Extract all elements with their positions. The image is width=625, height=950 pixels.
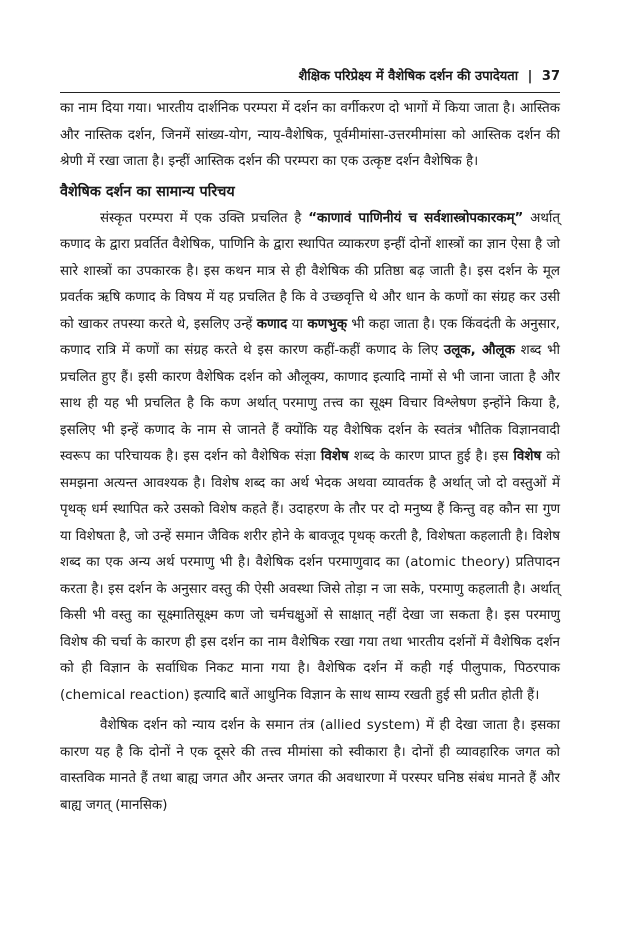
term-kanad: कणाद — [256, 316, 288, 332]
paragraph-3: वैशेषिक दर्शन को न्याय दर्शन के समान तंत्र (allied system) में ही देखा जाता है। इसका कारण यह है कि दोनों ने एक दूसरे की तत्त्व मीमांसा को स्वीकारा है। दोनों ही व्यावहारिक जगत को वास्तविक मानते हैं तथा बाह्य जगत और अन्तर जगत की अवधारणा में परस्पर घनिष्ठ संबंध मानते हैं और बाह्य जगत् (मानसिक) — [60, 718, 560, 813]
term-kanabhuk: कणभुक् — [307, 316, 347, 332]
paragraph-2-text-3: या — [287, 316, 308, 332]
paragraph-2-text-2: अर्थात् कणाद के द्वारा प्रवर्तित वैशेषिक, पाणिनि के द्वारा स्थापित व्याकरण इन्हीं दोनों शास्त्रों का ज्ञान ऐसा है जो सारे शास्त्रों का उपकारक है। इस कथन मात्र से ही वैशेषिक की प्रतिष्ठा बढ़ जाती है। इस दर्शन के मूल प्रवर्तक ऋषि कणाद के विषय में यह प्रचलित है कि वे उच्छवृत्ति थे और धान के कणों का संग्रह कर उसी को खाकर तपस्या करते थे, इसलिए उन्हें — [60, 210, 561, 332]
paragraph-2-text-5: शब्द भी प्रचलित हुए हैं। इसी कारण वैशेषिक दर्शन को औलूक्य, काणाद इत्यादि नामों से भी जाना जाता है और साथ ही यह भी प्रचलित है कि कण अर्थात् परमाणु तत्त्व का सूक्ष्म विचार विश्लेषण इन्होंने किया है, इसलिए भी इन्हें कणाद के नाम से जानते हैं क्योंकि यह वैशेषिक दर्शन के स्वतंत्र भौतिक विज्ञानवादी स्वरूप का परिचायक है। इस दर्शन को वैशेषिक संज्ञा — [60, 343, 561, 464]
section-heading: वैशेषिक दर्शन का सामान्य परिचय — [60, 183, 235, 200]
paragraph-2-text-7: को समझना अत्यन्त आवश्यक है। विशेष शब्द का अर्थ भेदक अथवा व्यावर्तक है अर्थात् जो दो वस्तुओं में पृथक् धर्म स्थापित करे उसको विशेष कहते हैं। उदाहरण के तौर पर दो मनुष्य हैं किन्तु वह कौन सा गुण या विशेषता है, जो उन्हें समान जैविक शरीर होने के बावजूद पृथक् करती है, विशेषता कहलाती है। विशेष शब्द का एक अन्य अर्थ परमाणु भी है। वैशेषिक दर्शन परमाणुवाद का (atomic theory) प्रतिपादन करता है। इस दर्शन के अनुसार वस्तु की ऐसी अवस्था जिसे तोड़ा न जा सके, परमाणु कहलाती है। अर्थात् किसी भी वस्तु का सूक्ष्मातिसूक्ष्म कण जो चर्मचक्षुओं से साक्षात् नहीं देखा जा सकता है। इस परमाणु विशेष की चर्चा के कारण ही इस दर्शन का नाम वैशेषिक रखा गया तथा भारतीय दर्शनों में वैशेषिक दर्शन को ही विज्ञान के सर्वाधिक निकट माना गया है। वैशेषिक दर्शन में कही गई पीलुपाक, पिठरपाक (chemical reaction) इत्यादि बातें आधुनिक विज्ञान के साथ साम्य रखती हुई सी प्रतीत होती हैं। — [60, 449, 561, 703]
sanskrit-quote: “काणावं पाणिनीयं च सर्वशास्त्रोपकारकम्” — [308, 210, 524, 226]
running-header — [60, 66, 560, 86]
page-body — [60, 96, 560, 819]
term-vishesh-2: विशेष — [513, 449, 542, 464]
term-vishesh-1: विशेष — [320, 449, 349, 464]
paragraph-2 — [60, 206, 560, 710]
header-separator: | — [527, 69, 533, 84]
header-rule — [60, 92, 560, 93]
term-uluk: उलूक, औलूक — [443, 343, 515, 358]
running-header-title: शैक्षिक परिप्रेक्ष्य में वैशेषिक दर्शन की उपादेयता — [298, 69, 519, 84]
paragraph-2-text-1: संस्कृत परम्परा में एक उक्ति प्रचलित है — [100, 210, 309, 226]
paragraph-1: का नाम दिया गया। भारतीय दार्शनिक परम्परा में दर्शन का वर्गीकरण दो भागों में किया जाता है। आस्तिक और नास्तिक दर्शन, जिनमें सांख्य-योग, न्याय-वैशेषिक, पूर्वमीमांसा-उत्तरमीमांसा को आस्तिक दर्शन की श्रेणी में रखा जाता है। इन्हीं आस्तिक दर्शन की परम्परा का एक उत्कृष्ट दर्शन वैशेषिक है। — [60, 101, 560, 169]
paragraph-2-text-6: शब्द के कारण प्राप्त हुई है। इस — [348, 449, 514, 464]
page-number: 37 — [541, 69, 560, 84]
paragraph-2-text-4: भी कहा जाता है। एक किंवदंती के अनुसार, कणाद रात्रि में कणों का संग्रह करते थे इस कारण कहीं-कहीं कणाद के लिए — [60, 316, 560, 358]
